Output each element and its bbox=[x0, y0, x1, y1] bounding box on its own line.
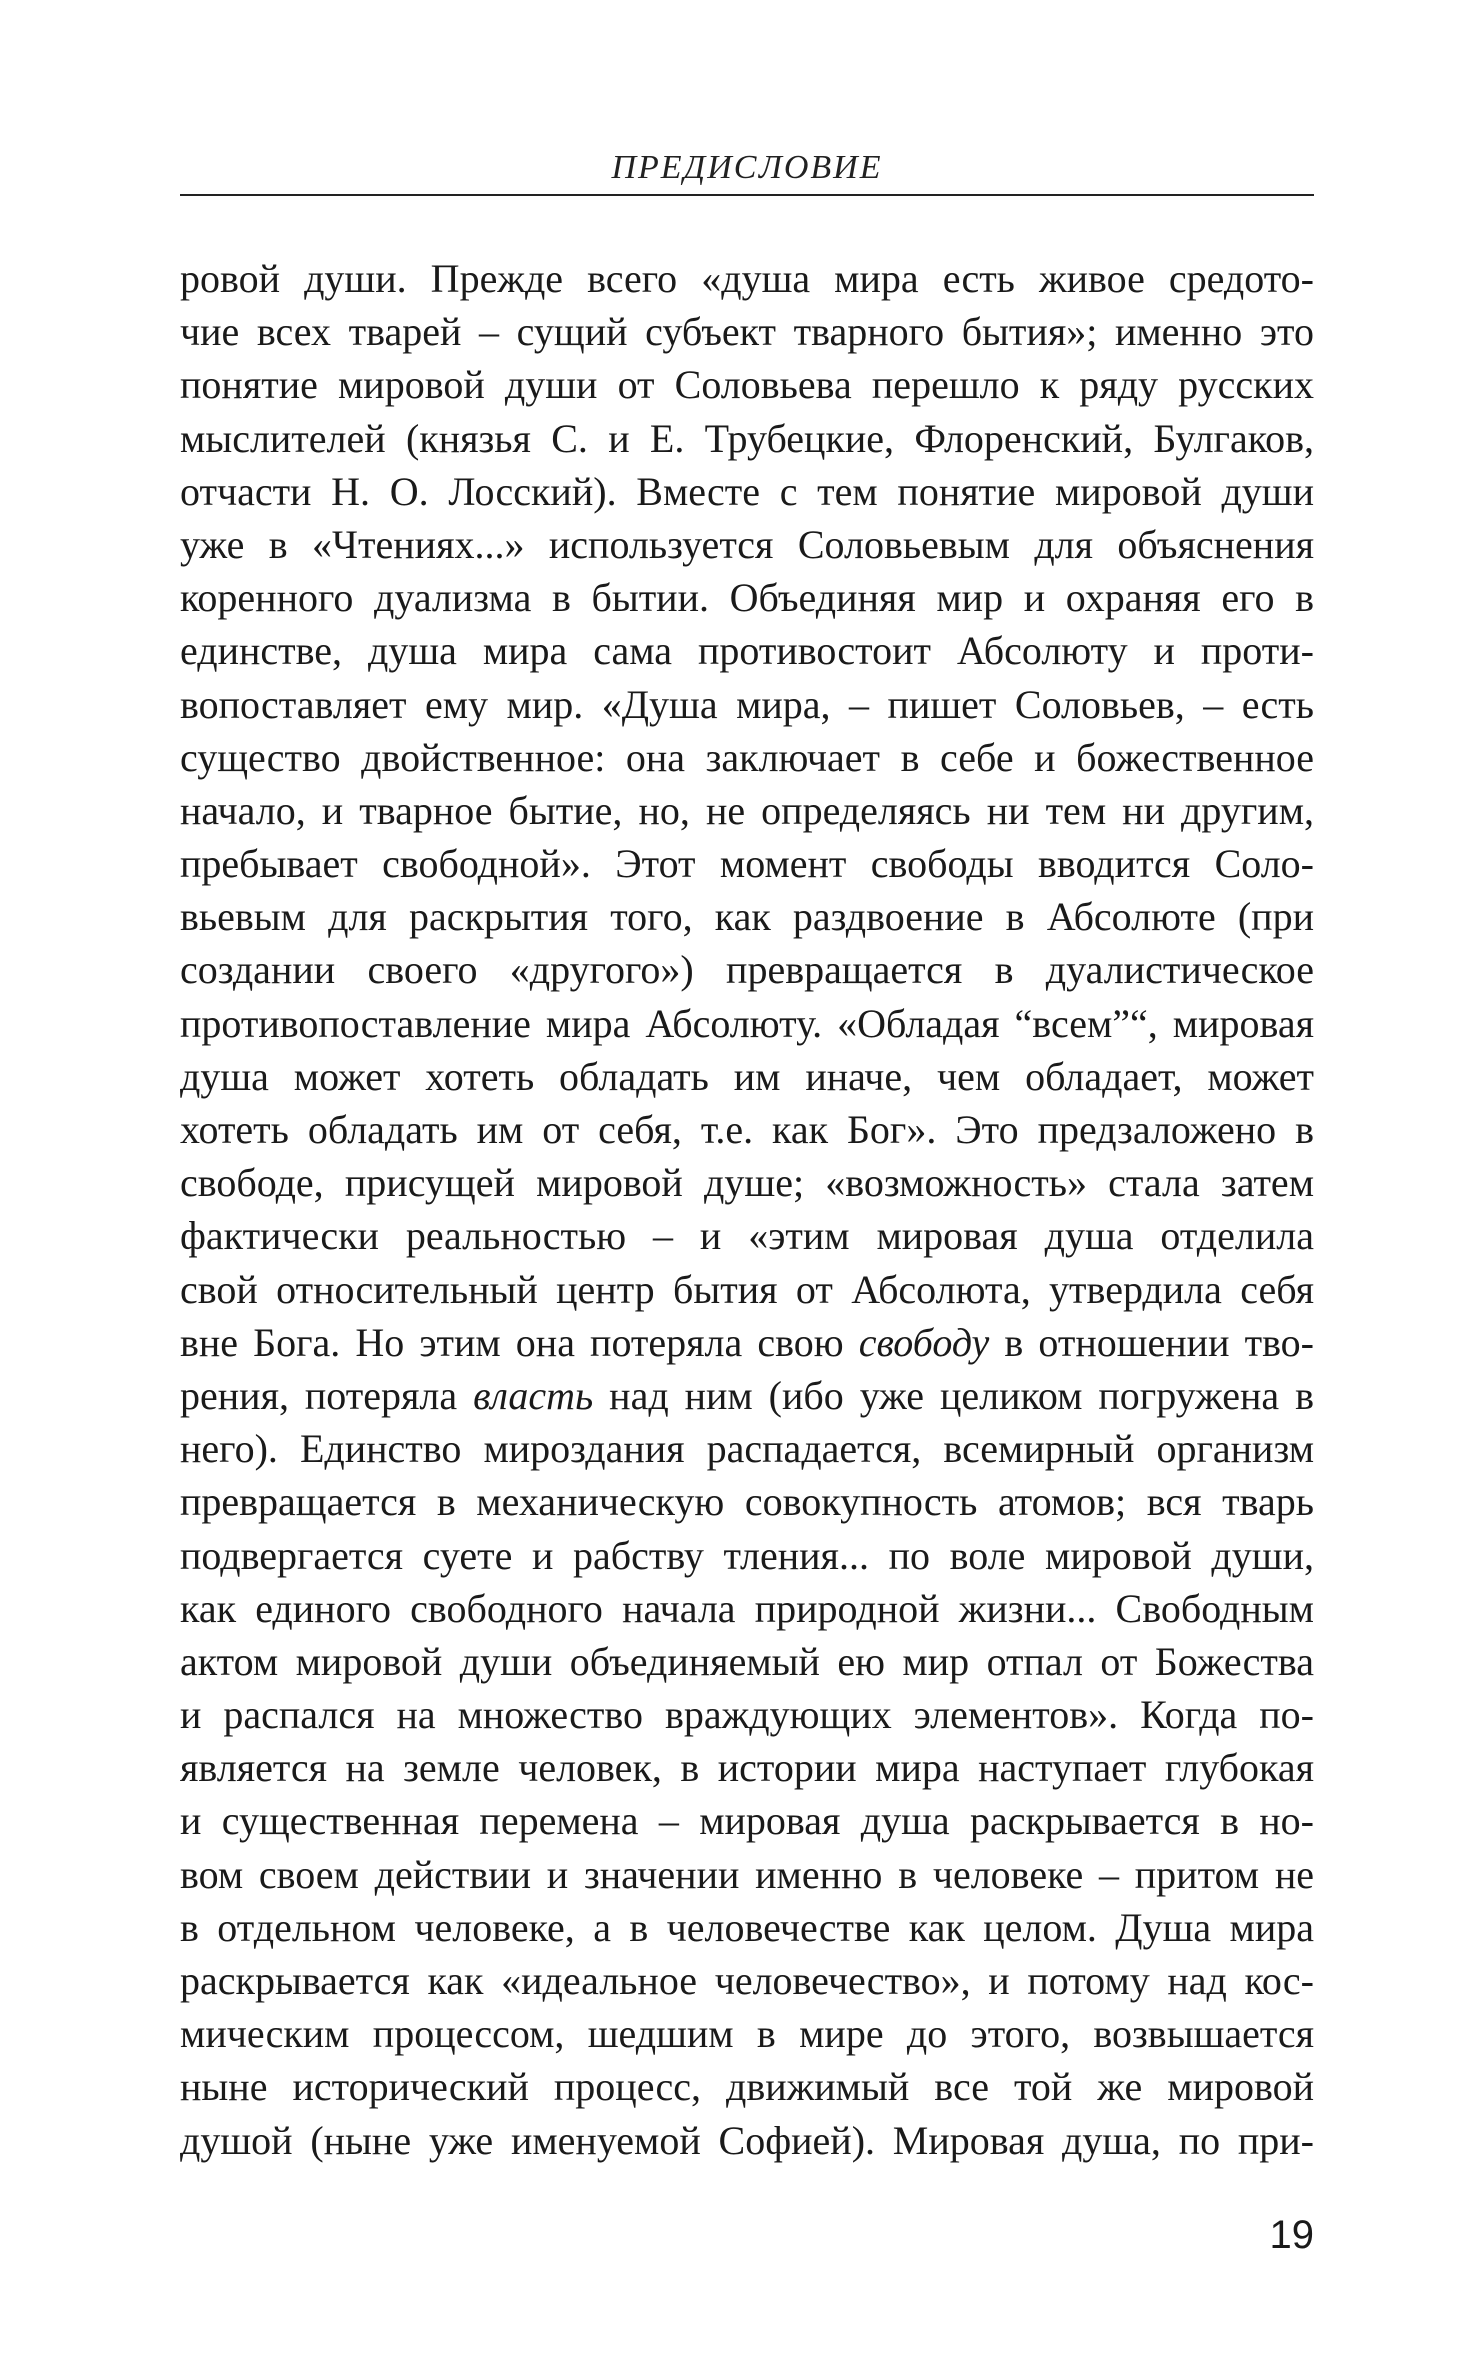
text-line: него). Единство мироздания распадается, всемирный организм bbox=[180, 1426, 1314, 1472]
text-line: хотеть обладать им от себя, т.е. как Бог». Это предзаложено в bbox=[180, 1107, 1314, 1152]
text-line: пребывает свободной». Этот момент свободы вводится Соло- bbox=[180, 841, 1314, 887]
emphasis-vlast: власть bbox=[473, 1372, 594, 1418]
text-line: существо двойственное: она заключает в себе и божественное bbox=[180, 734, 1314, 780]
text-line: понятие мировой души от Соловьева перешло к ряду русских bbox=[180, 362, 1314, 408]
text-line: свой относительный центр бытия от Абсолюта, утвердила себя bbox=[180, 1266, 1314, 1312]
line-text-segment: рения, потеряла bbox=[180, 1372, 474, 1418]
emphasis-svobodu: свободу bbox=[858, 1319, 990, 1365]
page-number: 19 bbox=[1269, 2213, 1314, 2257]
text-line: мическим процессом, шедшим в мире до этого, возвышается bbox=[180, 2011, 1314, 2057]
text-line: свободе, присущей мировой душе; «возможность» стала затем bbox=[180, 1160, 1314, 1206]
text-line: превращается в механическую совокупность атомов; вся тварь bbox=[180, 1479, 1314, 1525]
text-line: является на земле человек, в истории мира наступает глубокая bbox=[180, 1745, 1314, 1791]
text-line: вом своем действии и значении именно в человеке – притом не bbox=[180, 1851, 1314, 1897]
line-text-segment: над ним (ибо уже целиком погружена в bbox=[593, 1372, 1314, 1418]
running-head-title: ПРЕДИСЛОВИЕ bbox=[611, 149, 883, 186]
text-line: как единого свободного начала природной жизни... Свободным bbox=[180, 1585, 1314, 1631]
line-text-segment: в отношении тво- bbox=[989, 1319, 1314, 1365]
text-line: мыслителей (князья С. и Е. Трубецкие, Флоренский, Булгаков, bbox=[180, 415, 1314, 461]
text-line-with-emphasis bbox=[180, 1369, 1314, 1422]
text-line: ныне исторический процесс, движимый все той же мировой bbox=[180, 2064, 1314, 2110]
text-line: подвергается суете и рабству тления... по воле мировой души, bbox=[180, 1532, 1314, 1578]
text-line: ровой души. Прежде всего «душа мира есть живое средото- bbox=[180, 256, 1314, 301]
text-line: коренного дуализма в бытии. Объединяя мир и охраняя его в bbox=[180, 575, 1314, 621]
text-line: раскрывается как «идеальное человечество», и потому над кос- bbox=[180, 1958, 1314, 2003]
text-line: душа может хотеть обладать им иначе, чем обладает, может bbox=[180, 1053, 1314, 1099]
text-line: начало, и тварное бытие, но, не определяясь ни тем ни другим, bbox=[180, 787, 1314, 833]
text-line: душой (ныне уже именуемой Софией). Мировая душа, по при- bbox=[180, 2117, 1314, 2163]
text-line: актом мировой души объединяемый ею мир отпал от Божества bbox=[180, 1638, 1314, 1684]
text-line: создании своего «другого») превращается в дуалистическое bbox=[180, 947, 1314, 993]
text-line: и распался на множество враждующих элементов». Когда по- bbox=[180, 1692, 1314, 1738]
text-line: в отдельном человеке, а в человечестве как целом. Душа мира bbox=[180, 1904, 1314, 1950]
line-text-segment: вне Бога. Но этим она потеряла свою bbox=[180, 1319, 859, 1365]
text-line: фактически реальностью – и «этим мировая душа отделила bbox=[180, 1213, 1314, 1259]
text-line: единстве, душа мира сама противостоит Абсолюту и проти- bbox=[180, 628, 1314, 674]
text-line: чие всех тварей – сущий субъект тварного бытия»; именно это bbox=[180, 309, 1314, 355]
text-line: вьевым для раскрытия того, как раздвоение в Абсолюте (при bbox=[180, 894, 1314, 940]
body-text-block bbox=[180, 252, 1314, 2167]
text-line-with-emphasis bbox=[180, 1316, 1314, 1369]
text-line: противопоставление мира Абсолюту. «Обладая “всем”“, мировая bbox=[180, 1000, 1314, 1046]
text-line: и существенная перемена – мировая душа раскрывается в но- bbox=[180, 1798, 1314, 1844]
text-line: отчасти Н. О. Лосский). Вместе с тем понятие мировой души bbox=[180, 468, 1314, 514]
text-line: вопоставляет ему мир. «Душа мира, – пишет Соловьев, – есть bbox=[180, 681, 1314, 727]
text-line: уже в «Чтениях...» используется Соловьевым для объяснения bbox=[180, 521, 1314, 567]
header-rule-divider bbox=[180, 194, 1314, 196]
